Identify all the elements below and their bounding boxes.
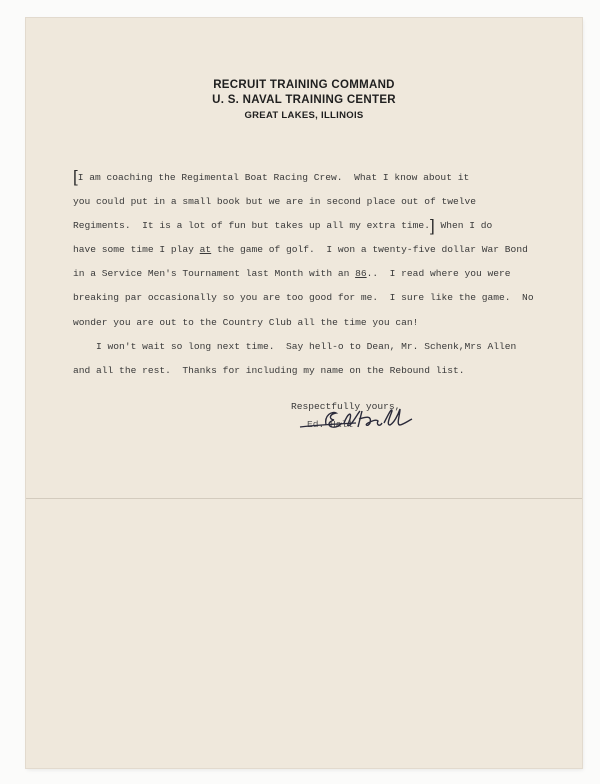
body-text: you could put in a small book but we are in second place out of twelve: [73, 196, 477, 208]
body-line: [73, 335, 563, 359]
letterhead-line-3: GREAT LAKES, ILLINOIS: [244, 110, 364, 121]
close-bracket-mark: ]: [429, 215, 435, 235]
body-text: breaking par occasionally so you are too good for me. I sure like the game. No: [73, 292, 534, 304]
body-line: [73, 311, 563, 335]
body-line: [73, 214, 563, 238]
body-text: Regiments. It is a lot of fun but takes up all my extra time.: [73, 220, 430, 232]
body-text: .. I read where you were: [366, 268, 511, 280]
body-line: [73, 359, 563, 383]
body-line: [73, 238, 563, 262]
body-text: wonder you are out to the Country Club all the time you can!: [73, 316, 419, 328]
underlined-word: at: [199, 244, 212, 256]
underlined-score: 86: [355, 268, 367, 280]
open-bracket-mark: [: [73, 167, 78, 187]
typed-name: Ed. Hall: [307, 419, 354, 430]
fold-line: [26, 498, 582, 499]
body-line: [73, 262, 563, 286]
body-text: have some time I play: [73, 244, 200, 256]
body-line: [73, 190, 563, 214]
body-line: [73, 166, 563, 190]
body-text: the game of golf. I won a twenty-five dollar War Bond: [211, 244, 528, 256]
letterhead-line-2: U. S. NAVAL TRAINING CENTER: [212, 94, 396, 106]
letter-page: [26, 18, 582, 768]
letterhead-line-1: RECRUIT TRAINING COMMAND: [213, 79, 395, 91]
closing-salutation: Respectfully yours,: [291, 401, 401, 412]
body-text: I won't wait so long next time. Say hell-o to Dean, Mr. Schenk,Mrs Allen: [73, 340, 517, 352]
body-text: When I do: [434, 220, 493, 232]
body-text: in a Service Men's Tournament last Month with an: [73, 268, 356, 280]
letter-body: [73, 166, 563, 383]
body-text: and all the rest. Thanks for including my name on the Rebound list.: [73, 364, 465, 376]
handwritten-signature: [296, 405, 426, 435]
letterhead: [26, 78, 582, 123]
body-line: [73, 286, 563, 310]
body-text: I am coaching the Regimental Boat Racing Crew. What I know about it: [77, 172, 470, 183]
